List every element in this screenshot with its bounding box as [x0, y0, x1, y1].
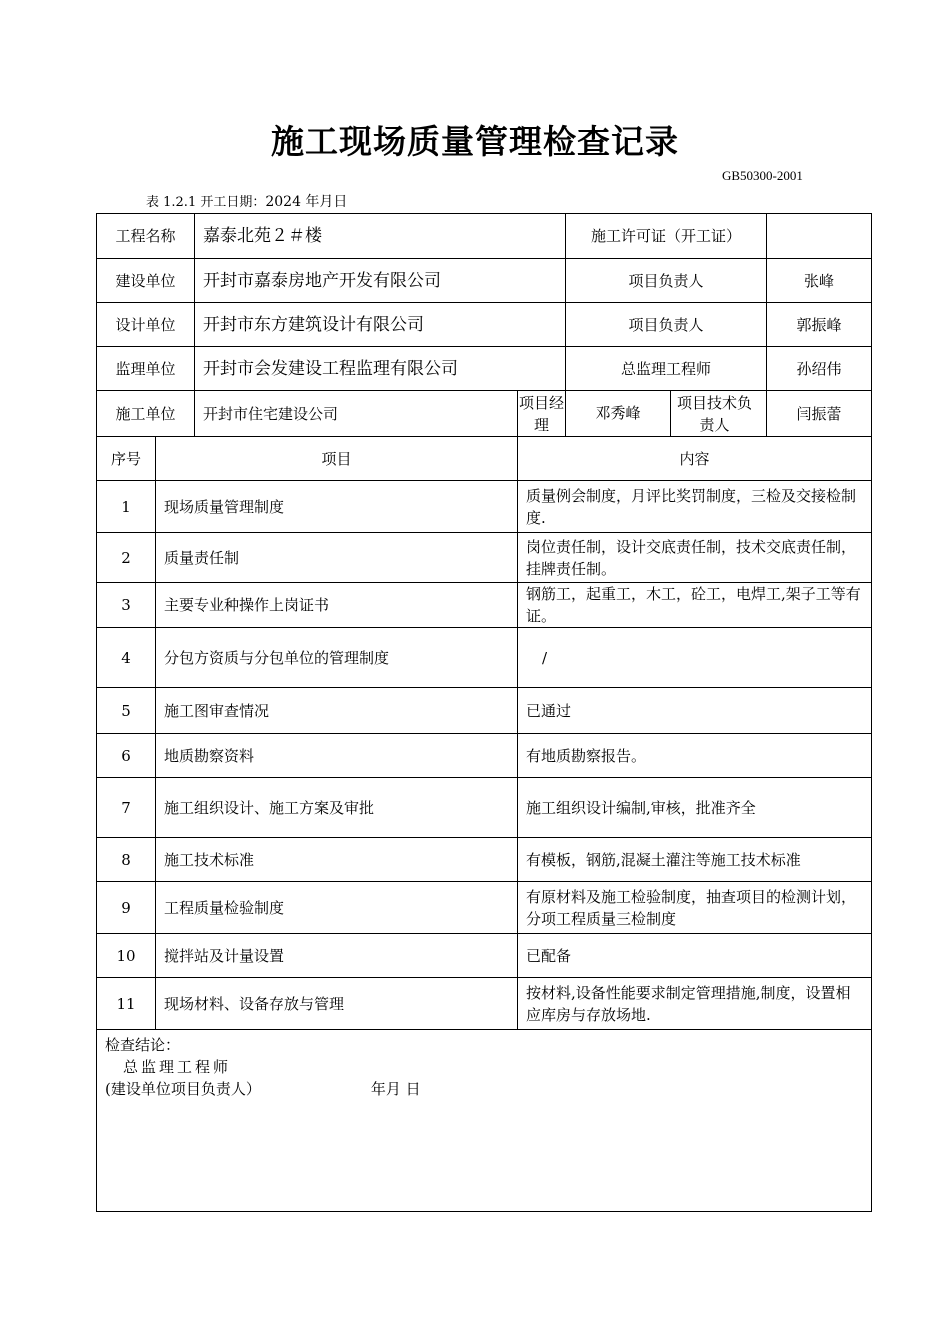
table-meta — [146, 191, 347, 211]
row-design-unit — [97, 303, 872, 347]
project-name: 嘉泰北苑２＃楼 — [195, 214, 566, 259]
row-number: 5 — [97, 688, 156, 734]
row-supervision-unit — [97, 347, 872, 391]
row-content: 有模板，钢筋,混凝土灌注等施工技术标准 — [518, 838, 872, 882]
row-number: 10 — [97, 934, 156, 978]
conclusion-cell — [97, 1030, 872, 1212]
row-contractor — [97, 391, 872, 437]
row-content: 钢筋工，起重工，木工，砼工，电焊工,架子工等有证。 — [518, 583, 872, 628]
table-row — [97, 481, 872, 533]
design-unit: 开封市东方建筑设计有限公司 — [195, 303, 566, 347]
table-row — [97, 628, 872, 688]
construction-unit-label: 建设单位 — [97, 259, 195, 303]
table-number: 表 1.2.1 开工日期： — [146, 195, 266, 210]
row-item: 施工技术标准 — [156, 838, 518, 882]
row-number: 6 — [97, 734, 156, 778]
design-lead: 郭振峰 — [767, 303, 872, 347]
row-item: 施工组织设计、施工方案及审批 — [156, 778, 518, 838]
contractor: 开封市住宅建设公司 — [195, 391, 518, 437]
standard-code: GB50300-2001 — [722, 168, 803, 183]
pm-label: 项目经理 — [518, 391, 566, 437]
row-item: 施工图审查情况 — [156, 688, 518, 734]
row-content: / — [518, 628, 872, 688]
conclusion-row — [97, 1030, 872, 1212]
row-content: 有原材料及施工检验制度，抽查项目的检测计划，分项工程质量三检制度 — [518, 882, 872, 934]
construction-lead-label: 项目负责人 — [566, 259, 767, 303]
row-item: 工程质量检验制度 — [156, 882, 518, 934]
design-unit-label: 设计单位 — [97, 303, 195, 347]
chief-supervisor: 孙绍伟 — [767, 347, 872, 391]
pm: 邓秀峰 — [566, 391, 671, 436]
construction-lead: 张峰 — [767, 259, 872, 303]
pm-and-tech-cell — [566, 391, 767, 437]
col-header-content: 内容 — [518, 437, 872, 481]
row-project — [97, 214, 872, 259]
contractor-label: 施工单位 — [97, 391, 195, 437]
row-item: 质量责任制 — [156, 533, 518, 583]
table-row — [97, 583, 872, 628]
table-row — [97, 882, 872, 934]
row-content: 施工组织设计编制,审核，批准齐全 — [518, 778, 872, 838]
document-title: 施工现场质量管理检查记录 — [271, 122, 679, 161]
column-header-row — [97, 437, 872, 481]
conclusion-signer: 总监理工程师 — [123, 1058, 232, 1076]
row-item: 搅拌站及计量设置 — [156, 934, 518, 978]
table-row — [97, 778, 872, 838]
item-rows — [97, 481, 872, 1030]
row-construction-unit — [97, 259, 872, 303]
inspection-table — [96, 213, 872, 1212]
table-row — [97, 934, 872, 978]
row-number: 1 — [97, 481, 156, 533]
table-row — [97, 688, 872, 734]
construction-unit: 开封市嘉泰房地产开发有限公司 — [195, 259, 566, 303]
row-number: 2 — [97, 533, 156, 583]
tech-lead: 闫振蕾 — [767, 391, 872, 437]
permit-label: 施工许可证（开工证） — [566, 214, 767, 259]
permit-value — [767, 214, 872, 259]
conclusion-label: 检查结论： — [105, 1036, 181, 1054]
conclusion-signer-note: (建设单位项目负责人） — [105, 1080, 261, 1098]
row-item: 分包方资质与分包单位的管理制度 — [156, 628, 518, 688]
row-number: 4 — [97, 628, 156, 688]
row-content: 已通过 — [518, 688, 872, 734]
supervision-unit-label: 监理单位 — [97, 347, 195, 391]
row-item: 现场质量管理制度 — [156, 481, 518, 533]
start-date: 2024 年月日 — [265, 194, 348, 210]
supervision-unit: 开封市会发建设工程监理有限公司 — [195, 347, 566, 391]
table-row — [97, 838, 872, 882]
row-content: 质量例会制度，月评比奖罚制度，三检及交接检制度. — [518, 481, 872, 533]
row-number: 8 — [97, 838, 156, 882]
col-header-no: 序号 — [97, 437, 156, 481]
row-content: 岗位责任制，设计交底责任制，技术交底责任制，挂牌责任制。 — [518, 533, 872, 583]
row-number: 9 — [97, 882, 156, 934]
row-content: 已配备 — [518, 934, 872, 978]
row-item: 地质勘察资料 — [156, 734, 518, 778]
table-row — [97, 533, 872, 583]
project-name-label: 工程名称 — [97, 214, 195, 259]
table-row — [97, 978, 872, 1030]
row-number: 3 — [97, 583, 156, 628]
table-row — [97, 734, 872, 778]
row-content: 按材料,设备性能要求制定管理措施,制度，设置相应库房与存放场地. — [518, 978, 872, 1030]
tech-lead-label: 项目技术负责人 — [677, 393, 753, 434]
row-number: 7 — [97, 778, 156, 838]
row-number: 11 — [97, 978, 156, 1030]
row-content: 有地质勘察报告。 — [518, 734, 872, 778]
row-item: 主要专业种操作上岗证书 — [156, 583, 518, 628]
design-lead-label: 项目负责人 — [566, 303, 767, 347]
conclusion-date: 年月 日 — [370, 1080, 421, 1098]
row-item: 现场材料、设备存放与管理 — [156, 978, 518, 1030]
chief-supervisor-label: 总监理工程师 — [566, 347, 767, 391]
col-header-item: 项目 — [156, 437, 518, 481]
